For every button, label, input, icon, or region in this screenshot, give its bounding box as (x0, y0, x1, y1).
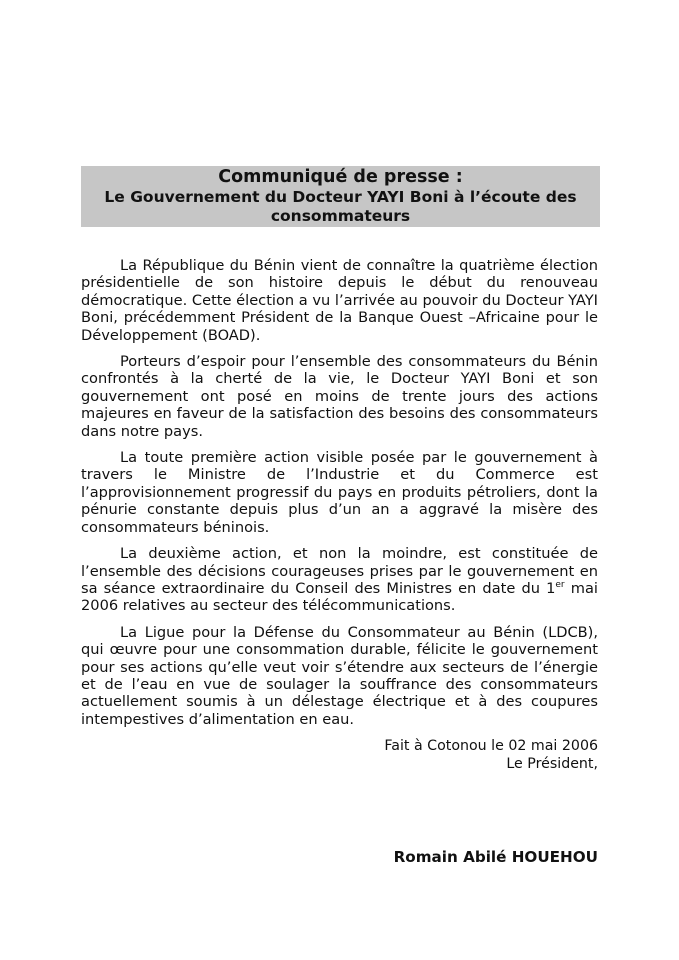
subtitle-line-1: Le Gouvernement du Docteur YAYI Boni à l’écoute des (104, 188, 577, 206)
paragraph-5: La Ligue pour la Défense du Consommateur au Bénin (LDCB), qui œuvre pour une consommation durable, félicite le gouvernement pour ses actions qu’elle veut voir s’étendre aux secteurs de l’énergie et de l’eau en vue de soulager la souffrance des consommateurs actuellement soumis à un délestage électrique et à des coupures intempestives d’alimentation en eau. (81, 623, 598, 728)
document-title: Communiqué de presse : (218, 167, 463, 187)
closing-block (384, 737, 598, 773)
signatory-role: Le Président, (506, 756, 598, 772)
title-banner (81, 166, 600, 227)
paragraph-4-before: La deuxième action, et non la moindre, est constituée de l’ensemble des décisions courageuses prises par le gouvernement en sa séance extraordinaire du Conseil des Ministres en date du 1 (81, 545, 598, 597)
place-date: Fait à Cotonou le 02 mai 2006 (384, 738, 598, 754)
paragraph-1: La République du Bénin vient de connaître la quatrième élection présidentielle de son histoire depuis le début du renouveau démocratique. Cette élection a vu l’arrivée au pouvoir du Docteur YAYI Boni, précédemment Président de la Banque Ouest –Africaine pour le Développement (BOAD). (81, 257, 598, 344)
date-superscript: er (555, 580, 565, 591)
paragraph-2: Porteurs d’espoir pour l’ensemble des consommateurs du Bénin confrontés à la cherté de la vie, le Docteur YAYI Boni et son gouvernement ont posé en moins de trente jours des actions majeures en faveur de la satisfaction des besoins des consommateurs dans notre pays. (81, 353, 598, 440)
subtitle-line-2: consommateurs (270, 207, 411, 225)
body-text (81, 257, 598, 728)
paragraph-4 (81, 545, 598, 615)
paragraph-3: La toute première action visible posée par le gouvernement à travers le Ministre de l’Industrie et du Commerce est l’approvisionnement progressif du pays en produits pétroliers, dont la pénurie constante depuis plus d’un an a aggravé la misère des consommateurs béninois. (81, 449, 598, 536)
document-subtitle (81, 188, 600, 226)
paragraph-4-after: mai 2006 relatives au secteur des télécommunications. (81, 579, 598, 615)
signatory-name: Romain Abilé HOUEHOU (393, 848, 598, 866)
